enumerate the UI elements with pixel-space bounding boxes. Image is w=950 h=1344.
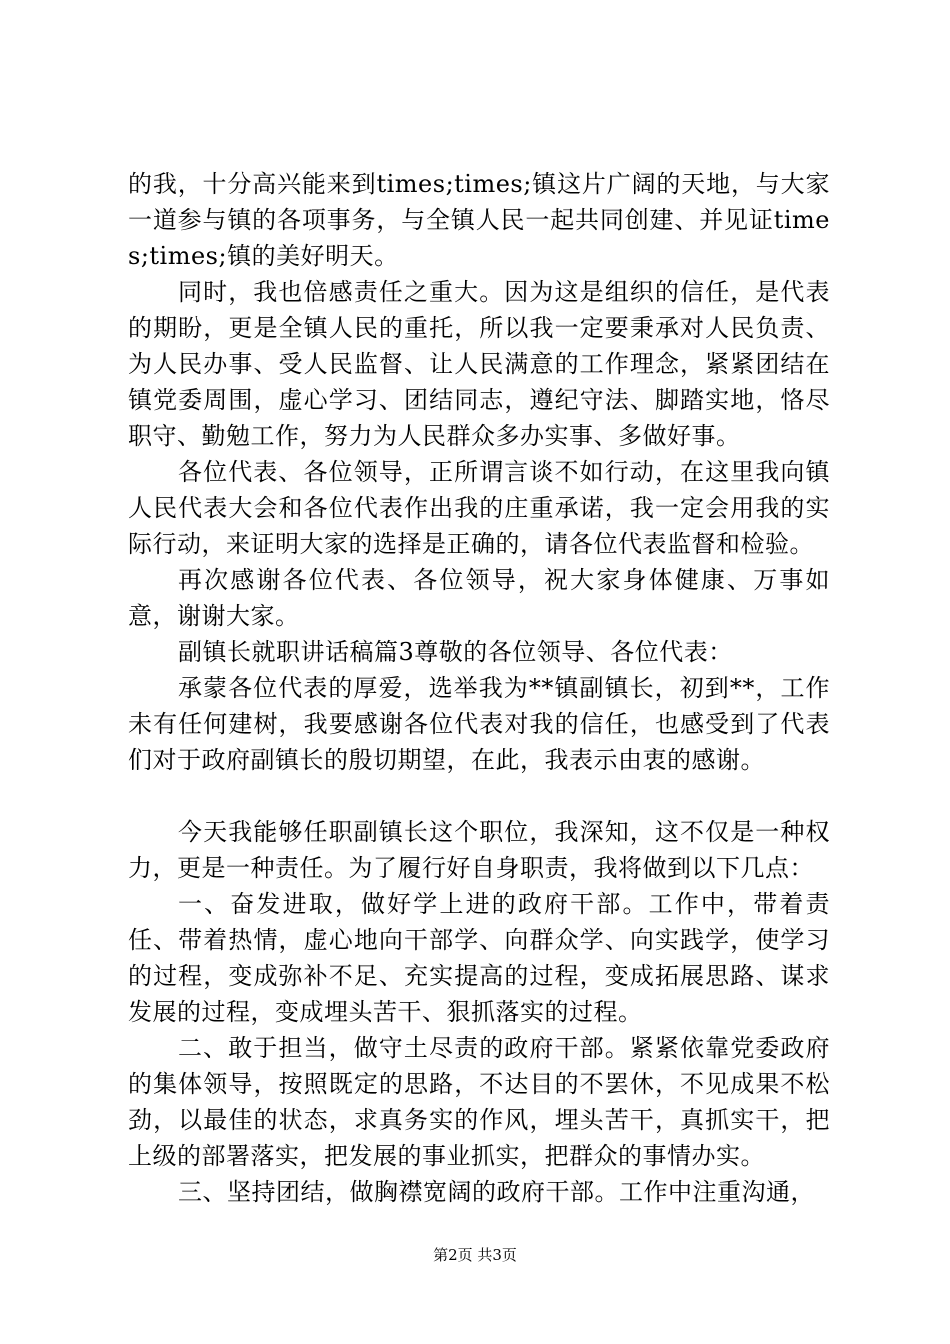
paragraph-responsibility: 同时，我也倍感责任之重大。因为这是组织的信任，是代表的期盼，更是全镇人民的重托，所以我一定要秉承对人民负责、为人民办事、受人民监督、让人民满意的工作理念，紧紧团结在镇党委周围，虚心学习、团结同志，遵纪守法、脚踏实地，恪尽职守、勤勉工作，努力为人民群众多办实事、多做好事。 bbox=[128, 278, 830, 450]
paragraph-gratitude: 承蒙各位代表的厚爱，选举我为**镇副镇长，初到**，工作未有任何建树，我要感谢各位代表对我的信任，也感受到了代表们对于政府副镇长的殷切期望，在此，我表示由衷的感谢。 bbox=[128, 674, 830, 774]
paragraph-duty: 今天我能够任职副镇长这个职位，我深知，这不仅是一种权力，更是一种责任。为了履行好自身职责，我将做到以下几点： bbox=[128, 818, 830, 882]
paragraph-point-two: 二、敢于担当，做守土尽责的政府干部。紧紧依靠党委政府的集体领导，按照既定的思路，不达目的不罢休，不见成果不松劲，以最佳的状态，求真务实的作风，埋头苦干，真抓实干，把上级的部署落实，把发展的事业抓实，把群众的事情办实。 bbox=[128, 1034, 830, 1170]
paragraph-point-three: 三、坚持团结，做胸襟宽阔的政府干部。工作中注重沟通， bbox=[178, 1178, 815, 1206]
paragraph-point-one: 一、奋发进取，做好学上进的政府干部。工作中，带着责任、带着热情，虚心地向干部学、向群众学、向实践学，使学习的过程，变成弥补不足、充实提高的过程，变成拓展思路、谋求发展的过程，变成埋头苦干、狠抓落实的过程。 bbox=[128, 890, 830, 1026]
paragraph-commitment: 各位代表、各位领导，正所谓言谈不如行动，在这里我向镇人民代表大会和各位代表作出我的庄重承诺，我一定会用我的实际行动，来证明大家的选择是正确的，请各位代表监督和检验。 bbox=[128, 458, 830, 558]
paragraph-continuation: 的我，十分高兴能来到times;times;镇这片广阔的天地，与大家一道参与镇的各项事务，与全镇人民一起共同创建、并见证times;times;镇的美好明天。 bbox=[128, 170, 830, 270]
section-heading: 副镇长就职讲话稿篇3尊敬的各位领导、各位代表： bbox=[178, 638, 733, 666]
paragraph-thanks: 再次感谢各位代表、各位领导，祝大家身体健康、万事如意，谢谢大家。 bbox=[128, 566, 830, 630]
page-number-footer: 第2页 共3页 bbox=[433, 1246, 517, 1264]
paragraph-spacer bbox=[128, 778, 830, 814]
document-body bbox=[128, 166, 830, 1210]
